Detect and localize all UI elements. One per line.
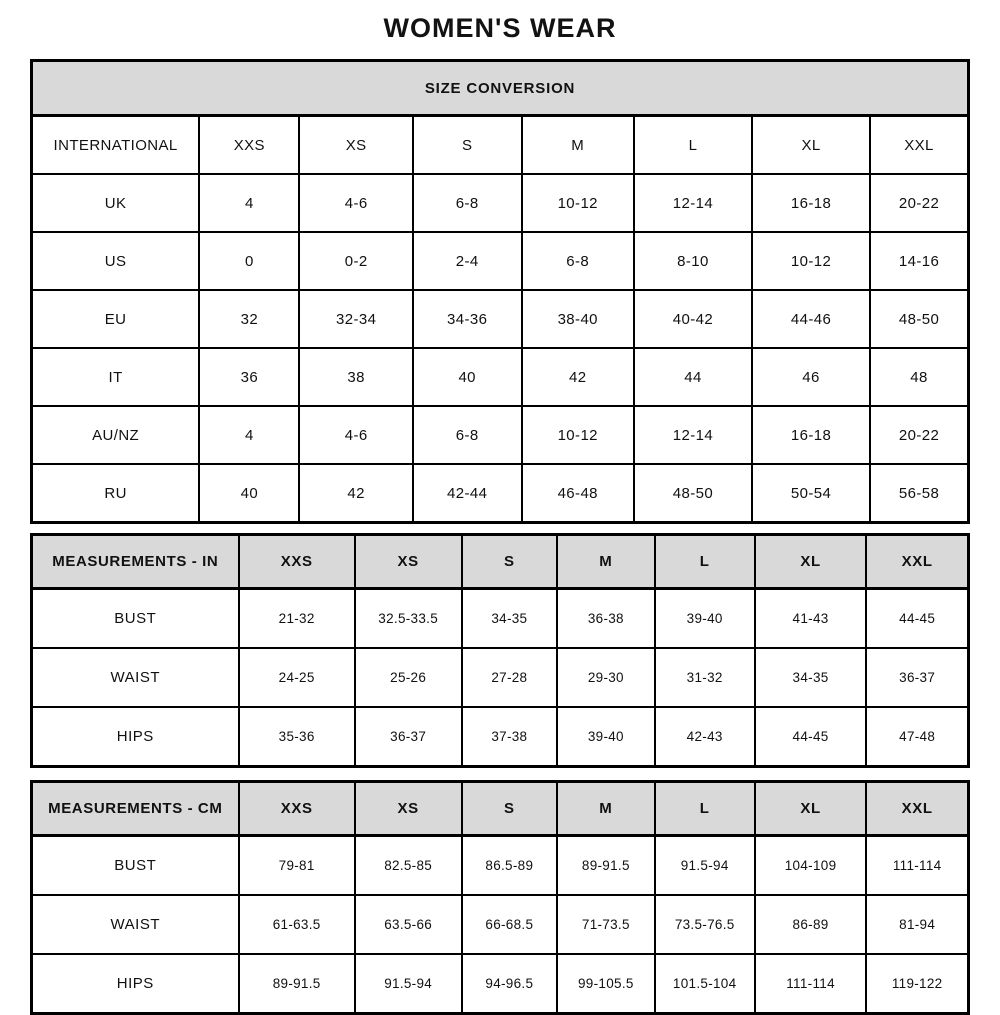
value-cell: 39-40 xyxy=(655,589,755,649)
table-row xyxy=(32,954,969,1014)
column-header: XXL xyxy=(870,116,968,175)
table-row xyxy=(32,895,969,954)
value-cell: 35-36 xyxy=(239,707,355,767)
value-cell: 104-109 xyxy=(755,836,867,896)
value-cell: 14-16 xyxy=(870,232,968,290)
value-cell: 50-54 xyxy=(752,464,870,523)
row-label: RU xyxy=(32,464,200,523)
value-cell: 42 xyxy=(522,348,634,406)
value-cell: 71-73.5 xyxy=(557,895,654,954)
column-header: XXS xyxy=(239,535,355,589)
measurements-in-caption: MEASUREMENTS - IN xyxy=(32,535,239,589)
value-cell: 20-22 xyxy=(870,174,968,232)
column-header: XL xyxy=(755,782,867,836)
value-cell: 46 xyxy=(752,348,870,406)
row-label: WAIST xyxy=(32,895,239,954)
value-cell: 48 xyxy=(870,348,968,406)
measurements-cm-table xyxy=(30,780,970,1015)
column-header: XL xyxy=(752,116,870,175)
column-header: M xyxy=(522,116,634,175)
table-row xyxy=(32,707,969,767)
value-cell: 12-14 xyxy=(634,174,752,232)
value-cell: 101.5-104 xyxy=(655,954,755,1014)
value-cell: 40-42 xyxy=(634,290,752,348)
page-title: WOMEN'S WEAR xyxy=(383,13,617,43)
row-label: BUST xyxy=(32,836,239,896)
value-cell: 0 xyxy=(199,232,299,290)
value-cell: 12-14 xyxy=(634,406,752,464)
column-header-row xyxy=(32,116,969,175)
value-cell: 40 xyxy=(199,464,299,523)
column-header: L xyxy=(655,782,755,836)
value-cell: 10-12 xyxy=(752,232,870,290)
column-header: S xyxy=(462,535,558,589)
value-cell: 42-44 xyxy=(413,464,522,523)
column-header: XS xyxy=(355,782,462,836)
column-header: XXL xyxy=(866,782,968,836)
row-label: EU xyxy=(32,290,200,348)
value-cell: 44-45 xyxy=(755,707,867,767)
value-cell: 10-12 xyxy=(522,174,634,232)
value-cell: 20-22 xyxy=(870,406,968,464)
table-row xyxy=(32,348,969,406)
value-cell: 32.5-33.5 xyxy=(355,589,462,649)
value-cell: 48-50 xyxy=(870,290,968,348)
value-cell: 94-96.5 xyxy=(462,954,558,1014)
column-header: XL xyxy=(755,535,867,589)
value-cell: 32 xyxy=(199,290,299,348)
column-header: XS xyxy=(299,116,412,175)
value-cell: 42 xyxy=(299,464,412,523)
value-cell: 66-68.5 xyxy=(462,895,558,954)
value-cell: 8-10 xyxy=(634,232,752,290)
value-cell: 6-8 xyxy=(522,232,634,290)
value-cell: 25-26 xyxy=(355,648,462,707)
value-cell: 4 xyxy=(199,406,299,464)
value-cell: 34-35 xyxy=(462,589,558,649)
value-cell: 81-94 xyxy=(866,895,968,954)
value-cell: 36-37 xyxy=(355,707,462,767)
table-row xyxy=(32,589,969,649)
value-cell: 27-28 xyxy=(462,648,558,707)
value-cell: 44-46 xyxy=(752,290,870,348)
row-label: BUST xyxy=(32,589,239,649)
row-label: US xyxy=(32,232,200,290)
value-cell: 6-8 xyxy=(413,174,522,232)
column-header: INTERNATIONAL xyxy=(32,116,200,175)
value-cell: 61-63.5 xyxy=(239,895,355,954)
table-caption-row xyxy=(32,61,969,116)
table-row xyxy=(32,232,969,290)
value-cell: 29-30 xyxy=(557,648,654,707)
column-header: XXS xyxy=(199,116,299,175)
table-row xyxy=(32,174,969,232)
column-header-row xyxy=(32,782,969,836)
row-label: HIPS xyxy=(32,954,239,1014)
column-header: XS xyxy=(355,535,462,589)
measurements-in-table xyxy=(30,533,970,768)
value-cell: 111-114 xyxy=(755,954,867,1014)
column-header: S xyxy=(413,116,522,175)
column-header: M xyxy=(557,782,654,836)
value-cell: 36-38 xyxy=(557,589,654,649)
table-row xyxy=(32,648,969,707)
value-cell: 16-18 xyxy=(752,406,870,464)
value-cell: 16-18 xyxy=(752,174,870,232)
column-header: S xyxy=(462,782,558,836)
value-cell: 119-122 xyxy=(866,954,968,1014)
value-cell: 86.5-89 xyxy=(462,836,558,896)
row-label: HIPS xyxy=(32,707,239,767)
value-cell: 6-8 xyxy=(413,406,522,464)
value-cell: 46-48 xyxy=(522,464,634,523)
value-cell: 4-6 xyxy=(299,406,412,464)
value-cell: 86-89 xyxy=(755,895,867,954)
size-conversion-table xyxy=(30,59,970,524)
value-cell: 34-36 xyxy=(413,290,522,348)
row-label: IT xyxy=(32,348,200,406)
value-cell: 38-40 xyxy=(522,290,634,348)
value-cell: 39-40 xyxy=(557,707,654,767)
table-row xyxy=(32,464,969,523)
column-header: L xyxy=(634,116,752,175)
table-row xyxy=(32,290,969,348)
table-row xyxy=(32,406,969,464)
value-cell: 40 xyxy=(413,348,522,406)
value-cell: 63.5-66 xyxy=(355,895,462,954)
value-cell: 36-37 xyxy=(866,648,968,707)
measurements-cm-caption: MEASUREMENTS - CM xyxy=(32,782,239,836)
value-cell: 2-4 xyxy=(413,232,522,290)
value-cell: 38 xyxy=(299,348,412,406)
column-header-row xyxy=(32,535,969,589)
column-header: M xyxy=(557,535,654,589)
column-header: XXL xyxy=(866,535,968,589)
value-cell: 36 xyxy=(199,348,299,406)
value-cell: 32-34 xyxy=(299,290,412,348)
value-cell: 4 xyxy=(199,174,299,232)
value-cell: 44-45 xyxy=(866,589,968,649)
value-cell: 99-105.5 xyxy=(557,954,654,1014)
column-header: L xyxy=(655,535,755,589)
value-cell: 24-25 xyxy=(239,648,355,707)
size-conversion-caption: SIZE CONVERSION xyxy=(32,61,969,116)
value-cell: 89-91.5 xyxy=(239,954,355,1014)
value-cell: 42-43 xyxy=(655,707,755,767)
value-cell: 73.5-76.5 xyxy=(655,895,755,954)
value-cell: 82.5-85 xyxy=(355,836,462,896)
value-cell: 91.5-94 xyxy=(655,836,755,896)
value-cell: 47-48 xyxy=(866,707,968,767)
value-cell: 34-35 xyxy=(755,648,867,707)
row-label: UK xyxy=(32,174,200,232)
value-cell: 111-114 xyxy=(866,836,968,896)
value-cell: 10-12 xyxy=(522,406,634,464)
row-label: AU/NZ xyxy=(32,406,200,464)
value-cell: 48-50 xyxy=(634,464,752,523)
value-cell: 56-58 xyxy=(870,464,968,523)
value-cell: 31-32 xyxy=(655,648,755,707)
value-cell: 79-81 xyxy=(239,836,355,896)
value-cell: 0-2 xyxy=(299,232,412,290)
value-cell: 21-32 xyxy=(239,589,355,649)
value-cell: 41-43 xyxy=(755,589,867,649)
table-row xyxy=(32,836,969,896)
value-cell: 89-91.5 xyxy=(557,836,654,896)
value-cell: 44 xyxy=(634,348,752,406)
value-cell: 37-38 xyxy=(462,707,558,767)
column-header: XXS xyxy=(239,782,355,836)
row-label: WAIST xyxy=(32,648,239,707)
value-cell: 4-6 xyxy=(299,174,412,232)
value-cell: 91.5-94 xyxy=(355,954,462,1014)
